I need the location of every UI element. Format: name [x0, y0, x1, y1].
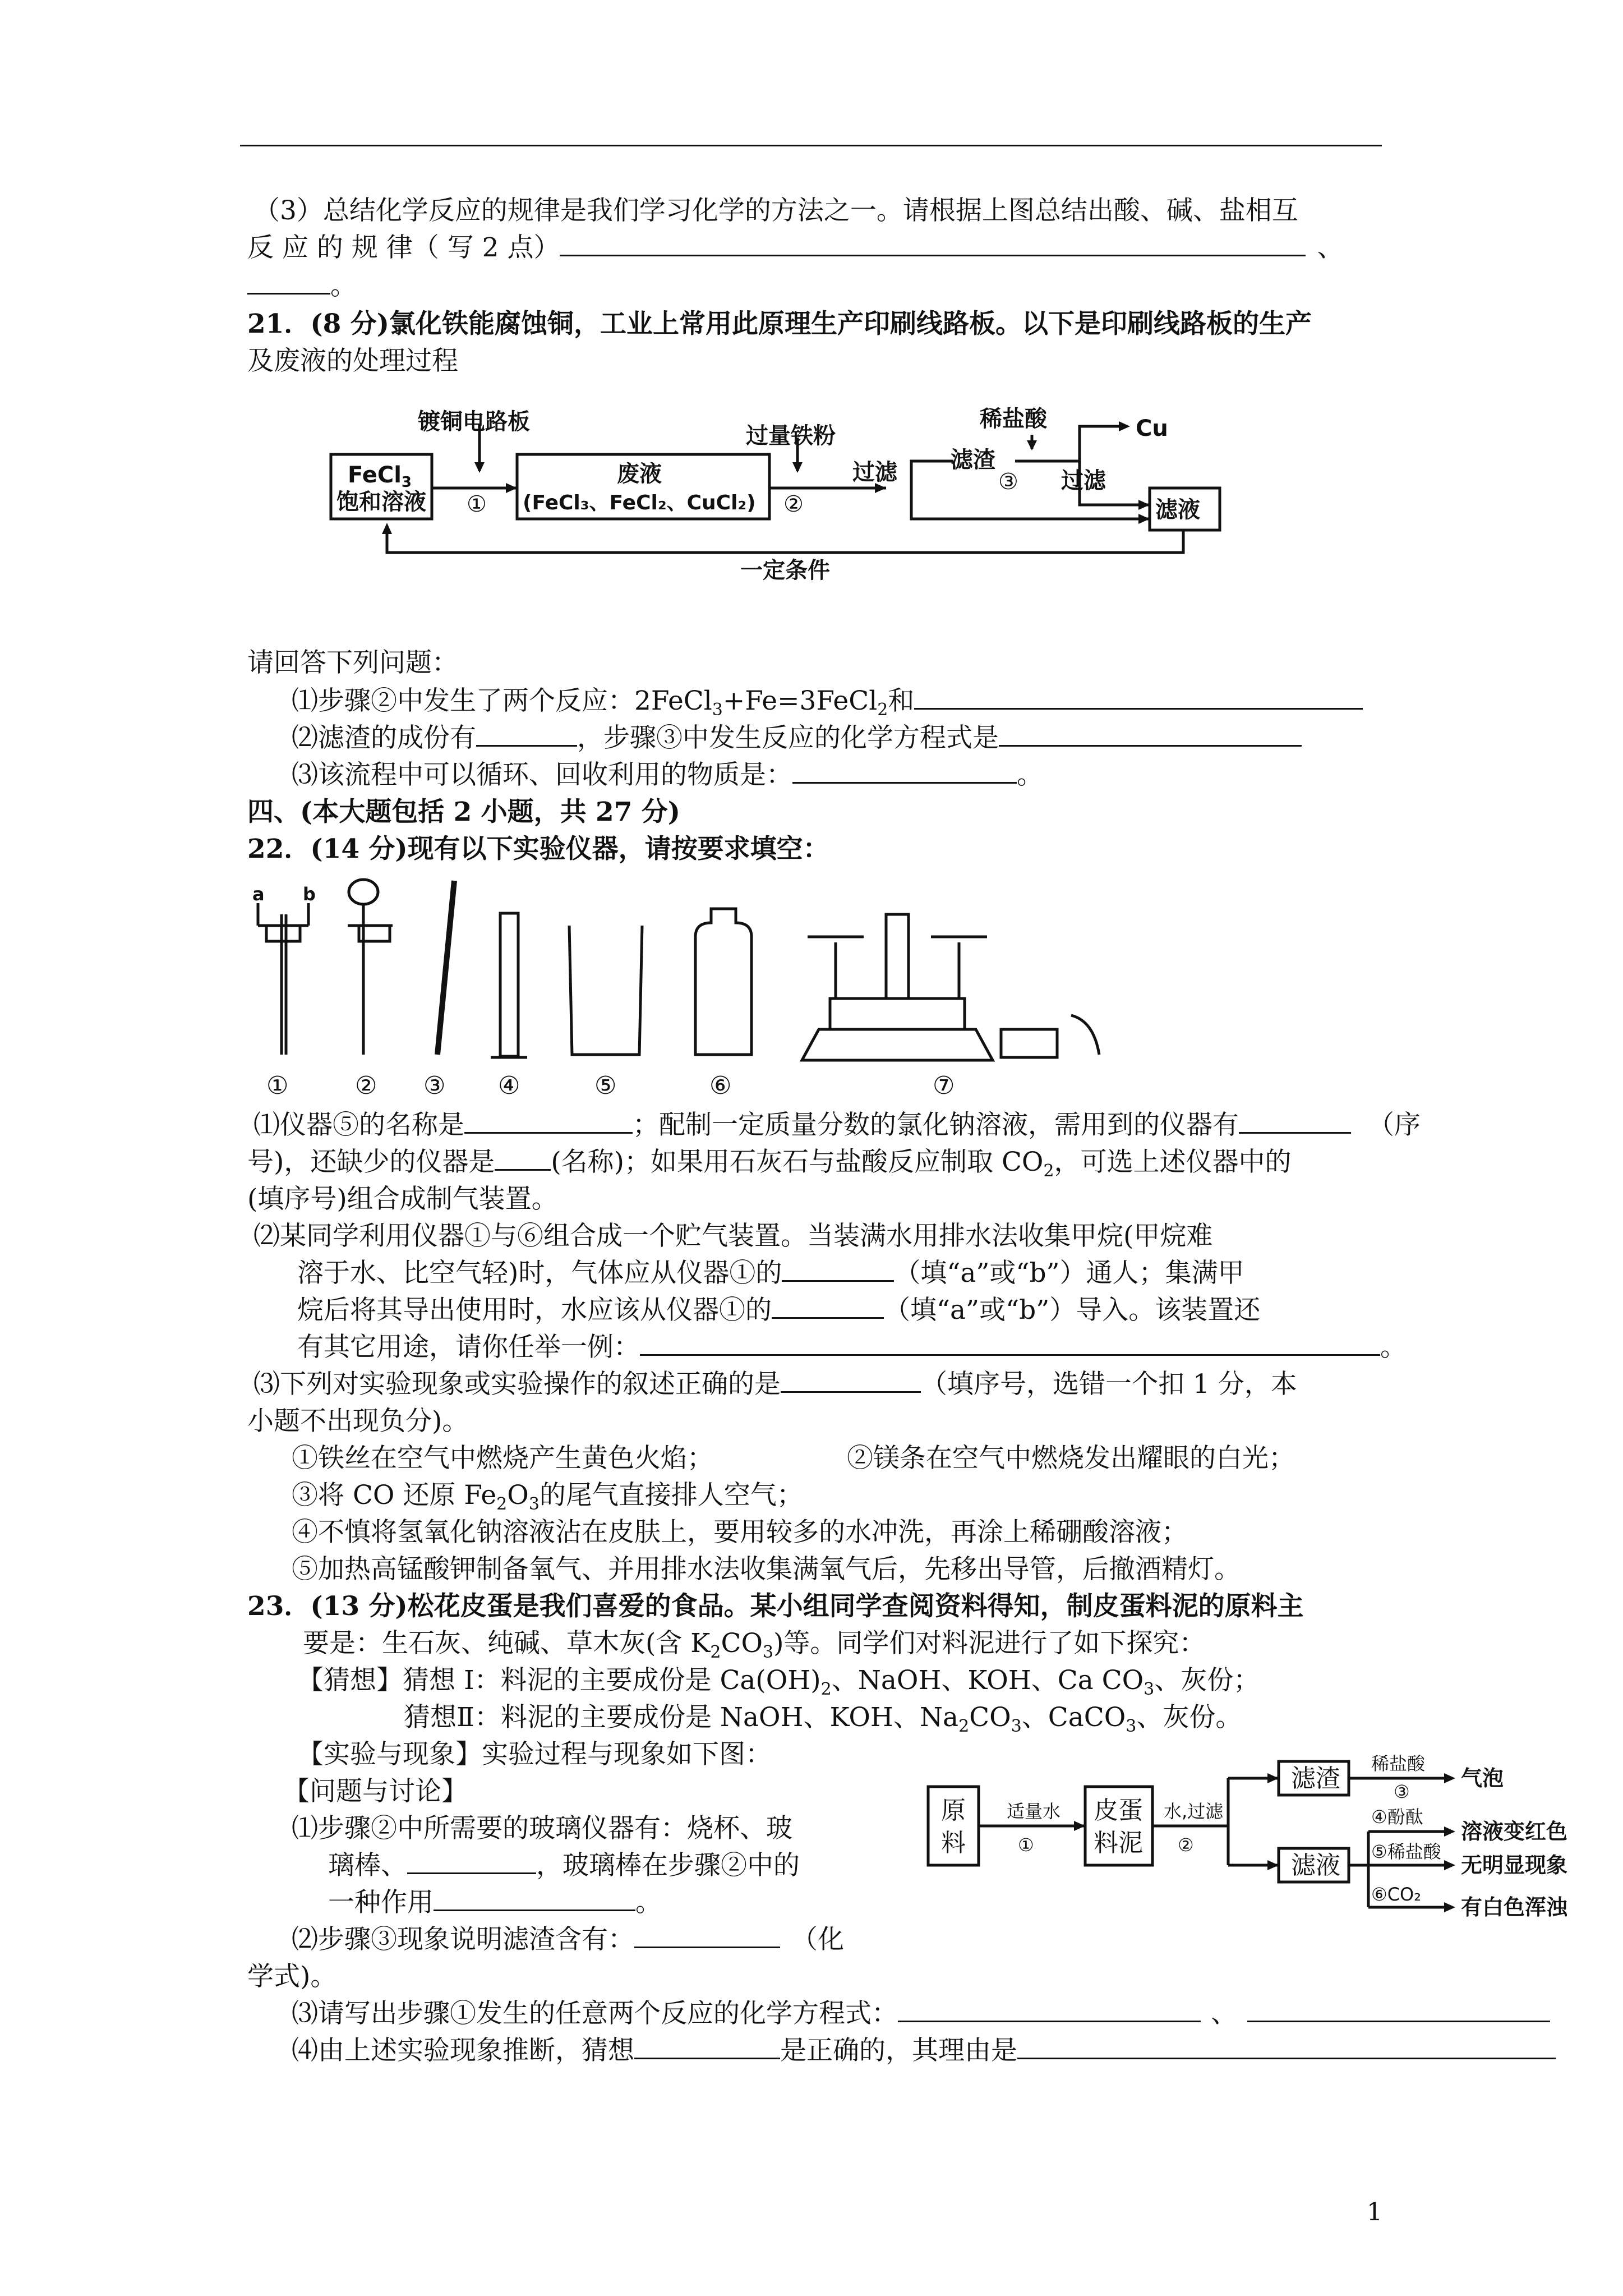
svg-text:滤渣: 滤渣 — [951, 447, 995, 473]
q23-d3: ⑶请写出步骤①发生的任意两个反应的化学方程式： 、 — [292, 1997, 1550, 2031]
q22-3-line1: ⑶下列对实验现象或实验操作的叙述正确的是 （填序号，选错一个扣 1 分，本 — [253, 1369, 1297, 1400]
apparatus-2-funnel — [348, 880, 393, 1055]
svg-text:过量铁粉: 过量铁粉 — [746, 423, 836, 449]
svg-text:①: ① — [1018, 1834, 1034, 1856]
apparatus-7-balance — [802, 914, 1099, 1060]
answer-blank[interactable] — [1247, 1997, 1550, 2022]
svg-text:滤液: 滤液 — [1291, 1851, 1340, 1880]
svg-text:滤液: 滤液 — [1155, 497, 1200, 523]
svg-text:料泥: 料泥 — [1094, 1829, 1143, 1857]
q21-flow-diagram — [325, 393, 1234, 583]
q22-1-line3: (填序号)组合成制气装置。 — [247, 1184, 558, 1214]
svg-text:无明显现象: 无明显现象 — [1461, 1853, 1568, 1878]
q21-prompt: 请回答下列问题： — [247, 647, 458, 678]
answer-blank[interactable] — [772, 1294, 884, 1319]
q23-d2-line1: ⑵步骤③现象说明滤渣含有： （化 — [292, 1924, 844, 1955]
svg-text:④: ④ — [498, 1071, 520, 1100]
q23-heading-2: 要是：生石灰、纯碱、草木灰(含 $K_2CO_3$)等。同学们对料泥进行了如下探究： — [303, 1628, 1206, 1662]
answer-blank[interactable] — [914, 684, 1363, 710]
q23-d4: ⑷由上述实验现象推断，猜想 是正确的，其理由是 — [292, 2034, 1556, 2068]
q22-2-line2: 溶于水、比空气轻)时，气体应从仪器①的 （填“a”或“b”）通人；集满甲 — [297, 1258, 1244, 1289]
q21-sub1: ⑴步骤②中发生了两个反应：2FeCl$_3$+Fe=3FeCl$_2$和 — [292, 684, 1363, 727]
answer-blank[interactable] — [495, 1145, 551, 1171]
svg-text:⑤: ⑤ — [594, 1071, 617, 1100]
q23-d2-line2: 学式)。 — [247, 1961, 337, 1992]
answer-blank[interactable] — [999, 721, 1302, 747]
q23-flow-diagram — [925, 1750, 1621, 1935]
answer-blank[interactable] — [1017, 2034, 1556, 2059]
svg-text:镀铜电路板: 镀铜电路板 — [418, 409, 530, 435]
answer-blank[interactable] — [782, 1257, 894, 1282]
svg-text:③: ③ — [998, 469, 1018, 495]
answer-blank[interactable] — [792, 758, 1017, 784]
svg-text:皮蛋: 皮蛋 — [1094, 1796, 1143, 1825]
svg-text:水,过滤: 水,过滤 — [1164, 1801, 1224, 1822]
svg-text:⑦: ⑦ — [933, 1071, 955, 1100]
svg-text:⑤稀盐酸: ⑤稀盐酸 — [1371, 1841, 1441, 1862]
q22-2-line3: 烷后将其导出使用时，水应该从仪器①的 （填“a”或“b”）导入。该装置还 — [297, 1295, 1261, 1326]
apparatus-1-tube — [258, 903, 308, 1055]
svg-text:②: ② — [355, 1071, 377, 1100]
q20-3-line2: 反 应 的 规 律（ 写 2 点） 、 — [247, 232, 1344, 263]
svg-text:料: 料 — [941, 1829, 966, 1857]
answer-blank[interactable] — [1239, 1108, 1351, 1134]
svg-text:稀盐酸: 稀盐酸 — [980, 406, 1047, 432]
apparatus-4-cylinder — [491, 913, 527, 1057]
q22-1-line1: ⑴仪器⑤的名称是 ；配制一定质量分数的氯化钠溶液，需用到的仪器有 （序 — [253, 1110, 1421, 1140]
q21-sub3: ⑶该流程中可以循环、回收利用的物质是： 。 — [292, 760, 1043, 790]
svg-text:过滤: 过滤 — [1061, 468, 1106, 494]
q22-option-3: ③将 CO 还原 $Fe_2O_3$的尾气直接排人空气； — [292, 1480, 803, 1514]
svg-text:废液: 废液 — [617, 461, 662, 487]
svg-text:Cu: Cu — [1136, 416, 1168, 441]
q22-option-4: ④不慎将氢氧化钠溶液沾在皮肤上，要用较多的水冲洗，再涂上稀硼酸溶液； — [292, 1517, 1188, 1548]
svg-text:稀盐酸: 稀盐酸 — [1371, 1753, 1426, 1774]
q23-discussion: 【问题与讨论】 — [283, 1776, 468, 1807]
q22-2-line4: 有其它用途，请你任举一例： 。 — [297, 1332, 1407, 1363]
svg-text:⑥CO₂: ⑥CO₂ — [1371, 1884, 1422, 1905]
q23-d1-line3: 一种作用 。 — [328, 1887, 662, 1918]
q22-option-2: ②镁条在空气中燃烧发出耀眼的白光； — [847, 1443, 1295, 1474]
q23-experiment: 【实验与现象】实验过程与现象如下图： — [297, 1739, 772, 1770]
q23-d1-line2: 璃棒、 ，玻璃棒在步骤②中的 — [328, 1850, 800, 1881]
svg-text:①: ① — [266, 1071, 289, 1100]
apparatus-5-beaker — [569, 926, 642, 1055]
q21-sub2: ⑵滤渣的成份有 ，步骤③中发生反应的化学方程式是 — [292, 721, 1302, 755]
svg-text:适量水: 适量水 — [1007, 1801, 1061, 1822]
svg-text:③: ③ — [423, 1071, 446, 1100]
q23-d1-line1: ⑴步骤②中所需要的玻璃仪器有：烧杯、玻 — [292, 1813, 792, 1844]
q23-guess-2: 猜想Ⅱ：料泥的主要成份是 NaOH、KOH、$Na_2CO_3$、CaCO$_3$、灰份。 — [404, 1702, 1242, 1736]
q22-heading: 22．(14 分)现有以下实验仪器，请按要求填空： — [247, 834, 829, 864]
svg-text:溶液变红色: 溶液变红色 — [1461, 1819, 1568, 1844]
q23-guess-1: 【猜想】猜想 I：料泥的主要成份是 $Ca(OH)_2$、NaOH、KOH、Ca $CO_3$、灰份； — [297, 1665, 1260, 1699]
svg-text:原: 原 — [941, 1796, 966, 1825]
svg-text:(FeCl₃、FeCl₂、CuCl₂): (FeCl₃、FeCl₂、CuCl₂) — [523, 491, 756, 514]
svg-text:②: ② — [783, 491, 804, 517]
svg-text:滤渣: 滤渣 — [1291, 1764, 1340, 1793]
svg-text:③: ③ — [1394, 1781, 1410, 1802]
q23-heading: 23．(13 分)松花皮蛋是我们喜爱的食品。某小组同学查阅资料得知，制皮蛋料泥的原料主 — [247, 1591, 1304, 1622]
answer-blank[interactable] — [781, 1368, 921, 1393]
q22-option-1: ①铁丝在空气中燃烧产生黄色火焰； — [292, 1443, 713, 1474]
answer-blank[interactable] — [634, 2034, 780, 2059]
svg-text:有白色浑浊: 有白色浑浊 — [1461, 1895, 1568, 1920]
svg-text:一定条件: 一定条件 — [740, 558, 830, 583]
q22-option-5: ⑤加热高锰酸钾制备氧气、并用排水法收集满氧气后，先移出导管，后撤酒精灯。 — [292, 1554, 1241, 1585]
svg-text:b: b — [303, 884, 316, 905]
svg-text:饱和溶液: 饱和溶液 — [336, 489, 426, 515]
answer-blank[interactable] — [464, 1108, 633, 1134]
svg-text:a: a — [252, 884, 265, 905]
answer-blank[interactable] — [898, 1997, 1201, 2022]
svg-text:气泡: 气泡 — [1461, 1766, 1504, 1791]
apparatus-3-rod — [437, 881, 454, 1055]
svg-text:①: ① — [467, 491, 487, 517]
svg-text:FeCl3: FeCl$_3$ — [348, 462, 412, 491]
answer-blank[interactable] — [640, 1331, 1380, 1356]
page-number: 1 — [1367, 2198, 1382, 2226]
q21-heading: 21．(8 分)氯化铁能腐蚀铜，工业上常用此原理生产印刷线路板。以下是印刷线路板的生产 — [247, 309, 1312, 339]
answer-blank[interactable] — [407, 1849, 536, 1874]
answer-blank[interactable] — [634, 1923, 780, 1948]
section-4-heading: 四、(本大题包括 2 小题，共 27 分) — [247, 797, 681, 827]
q22-apparatus — [241, 869, 1138, 1105]
q21-heading-2: 及废液的处理过程 — [247, 346, 458, 376]
svg-text:④酚酞: ④酚酞 — [1371, 1806, 1423, 1828]
svg-text:过滤: 过滤 — [852, 459, 897, 485]
svg-text:⑥: ⑥ — [709, 1071, 732, 1100]
q22-2-line1: ⑵某同学利用仪器①与⑥组合成一个贮气装置。当装满水用排水法收集甲烷(甲烷难 — [253, 1221, 1213, 1251]
svg-text:②: ② — [1178, 1834, 1194, 1856]
answer-blank[interactable] — [476, 721, 577, 747]
answer-blank[interactable] — [434, 1886, 635, 1911]
header-rule — [240, 145, 1382, 146]
apparatus-6-bottle — [695, 909, 751, 1055]
q20-3-line3: 。 — [247, 269, 357, 303]
q20-3-line1: （3）总结化学反应的规律是我们学习化学的方法之一。请根据上图总结出酸、碱、盐相互 — [253, 195, 1298, 226]
q22-3-line2: 小题不出现负分)。 — [247, 1406, 469, 1437]
answer-blank[interactable] — [560, 231, 1306, 256]
q22-1-line2: 号)，还缺少的仪器是 (名称)；如果用石灰石与盐酸反应制取 $CO_2$，可选上述仪器中的 — [247, 1147, 1292, 1181]
answer-blank[interactable] — [247, 269, 330, 295]
